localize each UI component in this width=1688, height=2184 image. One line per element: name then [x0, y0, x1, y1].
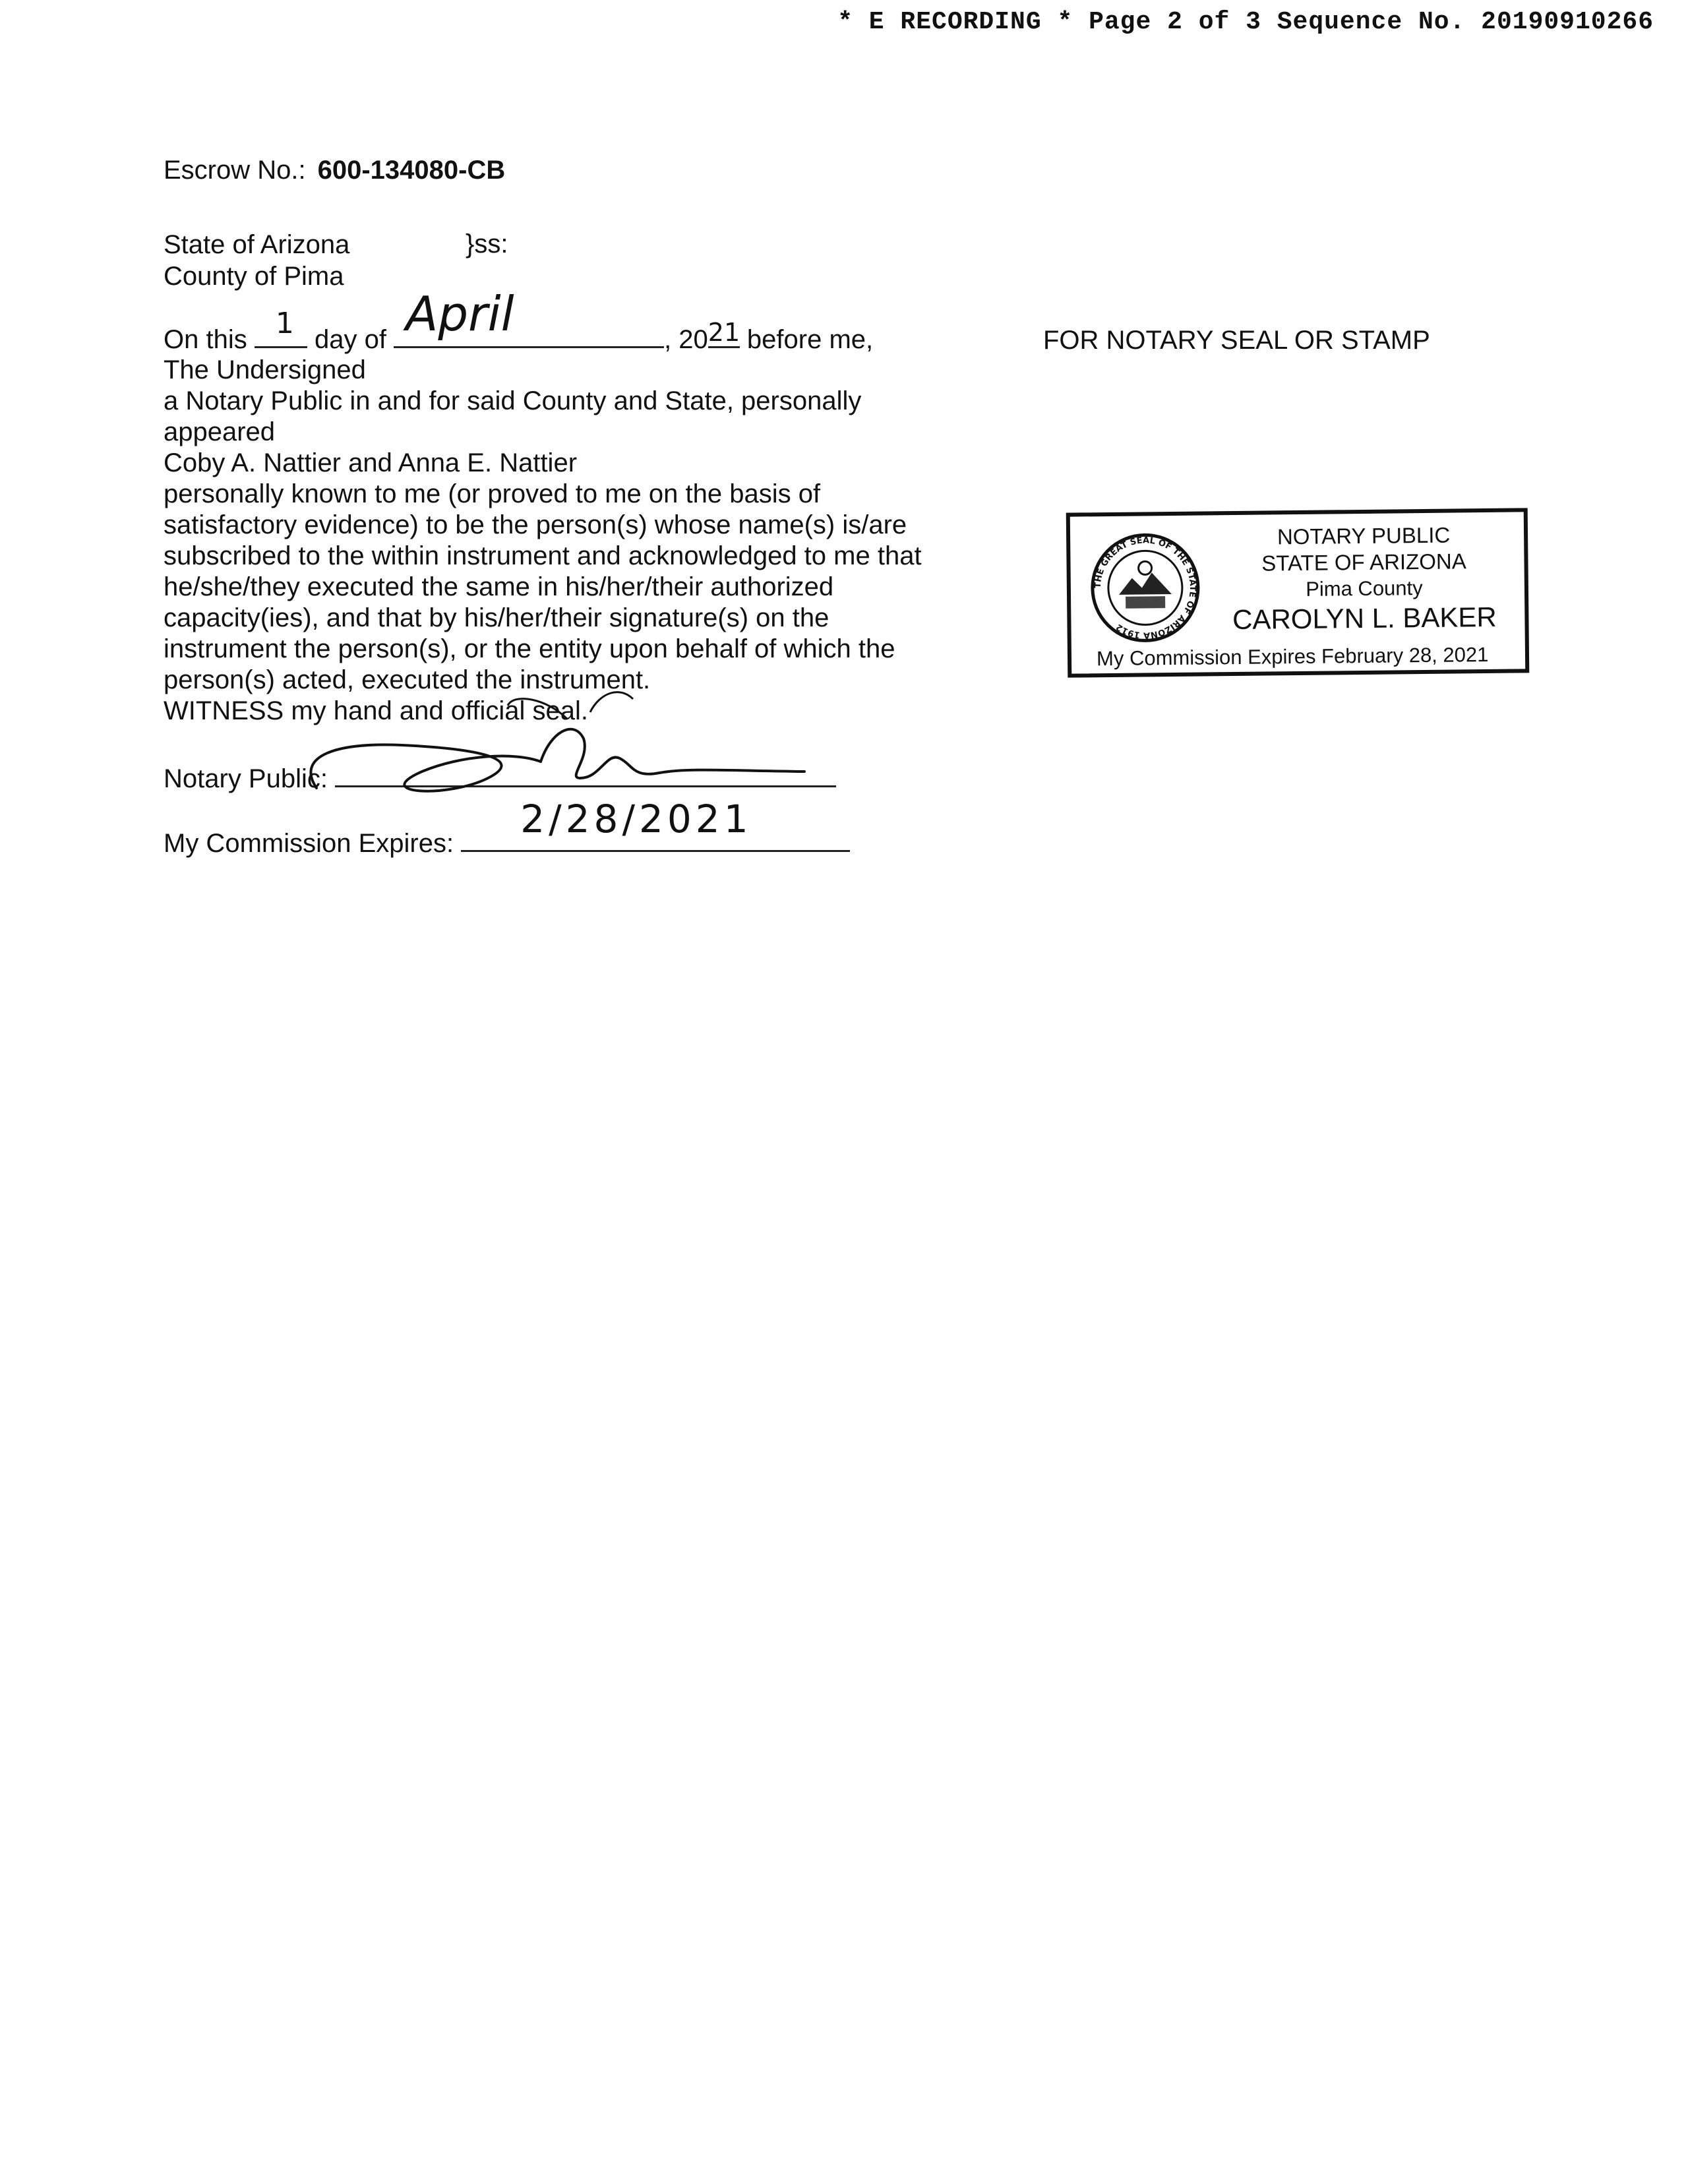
- commission-handwritten: 2/28/2021: [520, 797, 752, 841]
- stamp-notary-name: CAROLYN L. BAKER: [1232, 601, 1497, 636]
- year-prefix: , 20: [664, 325, 708, 354]
- seal-ring-text: THE GREAT SEAL OF THE STATE OF ARIZONA 1912: [1093, 535, 1197, 640]
- month-blank: [394, 286, 664, 348]
- notary-signature-image: [290, 679, 831, 811]
- seal-area-label: FOR NOTARY SEAL OR STAMP: [1043, 326, 1430, 355]
- escrow-label: Escrow No.:: [164, 156, 306, 185]
- commission-expires-label: My Commission Expires:: [164, 829, 454, 858]
- commission-expires-line: [164, 797, 850, 859]
- venue-state: State of Arizona: [164, 230, 350, 259]
- recording-header: * E RECORDING * Page 2 of 3 Sequence No. 20190910266: [837, 8, 1654, 36]
- day-blank: [255, 307, 307, 348]
- arizona-seal-icon: [1089, 531, 1202, 645]
- day-handwritten: 1: [275, 307, 294, 340]
- escrow-number: [164, 156, 505, 185]
- acknowledgment-date-line: [164, 286, 874, 355]
- notary-stamp: [1066, 508, 1530, 677]
- stamp-text-block: [1209, 521, 1520, 636]
- notary-public-label: Notary Public:: [164, 764, 328, 793]
- commission-blank: [461, 797, 850, 852]
- venue-ss: }ss:: [466, 229, 508, 258]
- stamp-county: Pima County: [1306, 576, 1423, 601]
- before-me-label: before me,: [746, 325, 874, 354]
- year-handwritten: 21: [708, 318, 740, 347]
- year-blank: [708, 318, 740, 348]
- stamp-expiration: My Commission Expires February 28, 2021: [1096, 642, 1489, 671]
- stamp-notary-public: NOTARY PUBLIC: [1277, 522, 1451, 549]
- day-of-label: day of: [314, 325, 386, 354]
- escrow-value: 600-134080-CB: [317, 156, 506, 185]
- venue-county: County of Pima: [164, 262, 344, 291]
- acknowledgment-body: The Undersigned a Notary Public in and for said County and State, personally appeared Coby A. Nattier and Anna E. Nattier personally known to me (or proved to me on the basis of satisfactory evidence) to be the person(s) whose name(s) is/are subscribed to the within instrument and acknowledged to me that he/she/they executed the same in his/her/their authorized capacity(ies), and that by his/her/their signature(s) on the instrument the person(s), or the entity upon behalf of which the person(s) acted, executed the instrument. WITNESS my hand and official seal.: [164, 355, 922, 725]
- month-handwritten: April: [406, 286, 514, 342]
- on-this-label: On this: [164, 325, 247, 354]
- stamp-state: STATE OF ARIZONA: [1261, 549, 1466, 576]
